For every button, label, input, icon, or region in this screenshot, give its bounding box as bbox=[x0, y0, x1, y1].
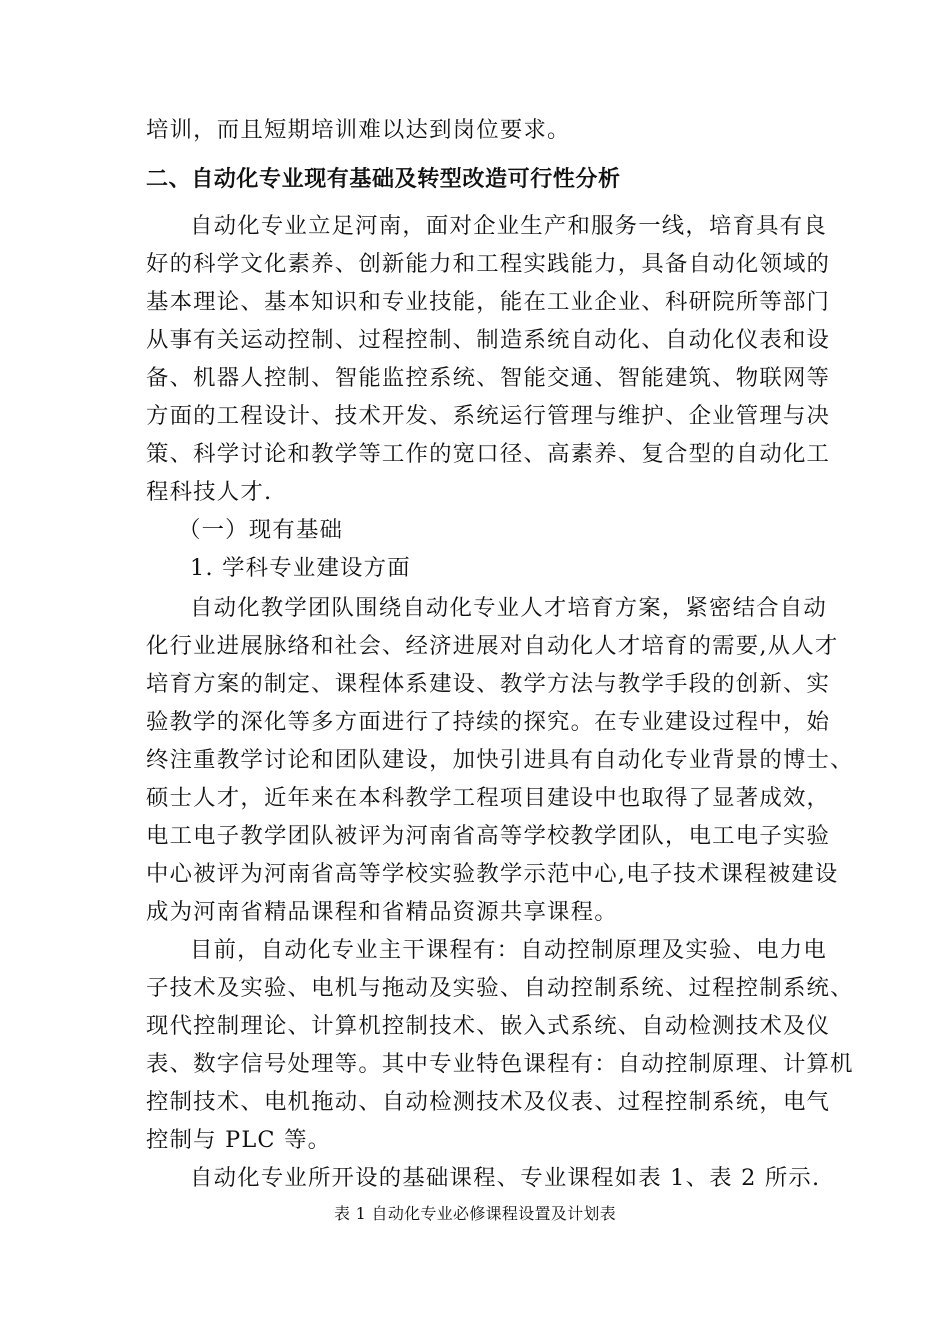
paragraph-line: 基本理论、基本知识和专业技能，能在工业企业、科研院所等部门 bbox=[146, 289, 831, 315]
paragraph-line: 自动化专业立足河南，面对企业生产和服务一线，培育具有良 bbox=[190, 213, 827, 239]
paragraph-line: 成为河南省精品课程和省精品资源共享课程。 bbox=[146, 899, 618, 925]
paragraph-line: 策、科学讨论和教学等工作的宽口径、高素养、复合型的自动化工 bbox=[146, 441, 831, 467]
paragraph-line: 好的科学文化素养、创新能力和工程实践能力，具备自动化领域的 bbox=[146, 251, 831, 277]
subsection-heading: （一）现有基础 bbox=[178, 517, 344, 543]
paragraph-line: 控制与 PLC 等。 bbox=[146, 1127, 332, 1153]
paragraph-line: 现代控制理论、计算机控制技术、嵌入式系统、自动检测技术及仪 bbox=[146, 1013, 831, 1039]
paragraph-line: 从事有关运动控制、过程控制、制造系统自动化、自动化仪表和设 bbox=[146, 327, 831, 353]
paragraph-line: 化行业进展脉络和社会、经济进展对自动化人才培育的需要,从人才 bbox=[146, 633, 839, 659]
paragraph-line: 表、数字信号处理等。其中专业特色课程有：自动控制原理、计算机 bbox=[146, 1051, 854, 1077]
paragraph-line: 子技术及实验、电机与拖动及实验、自动控制系统、过程控制系统、 bbox=[146, 975, 854, 1001]
paragraph-line: 自动化教学团队围绕自动化专业人才培育方案，紧密结合自动 bbox=[190, 595, 827, 621]
paragraph-line: 培训，而且短期培训难以达到岗位要求。 bbox=[146, 117, 571, 143]
paragraph-line: 终注重教学讨论和团队建设，加快引进具有自动化专业背景的博士、 bbox=[146, 747, 854, 773]
paragraph-line: 方面的工程设计、技术开发、系统运行管理与维护、企业管理与决 bbox=[146, 403, 831, 429]
paragraph-line: 电工电子教学团队被评为河南省高等学校教学团队，电工电子实验 bbox=[146, 823, 831, 849]
paragraph-line: 程科技人才. bbox=[146, 479, 273, 505]
paragraph-line: 目前，自动化专业主干课程有：自动控制原理及实验、电力电 bbox=[190, 937, 827, 963]
paragraph-line: 中心被评为河南省高等学校实验教学示范中心,电子技术课程被建设 bbox=[146, 861, 839, 887]
paragraph-line: 硕士人才，近年来在本科教学工程项目建设中也取得了显著成效， bbox=[146, 785, 831, 811]
paragraph-line: 控制技术、电机拖动、自动检测技术及仪表、过程控制系统，电气 bbox=[146, 1089, 831, 1115]
table-caption: 表 1 自动化专业必修课程设置及计划表 bbox=[333, 1204, 617, 1223]
paragraph-line: 验教学的深化等多方面进行了持续的探究。在专业建设过程中，始 bbox=[146, 709, 831, 735]
paragraph-line: 培育方案的制定、课程体系建设、教学方法与教学手段的创新、实 bbox=[146, 671, 831, 697]
paragraph-line: 自动化专业所开设的基础课程、专业课程如表 1、表 2 所示. bbox=[190, 1165, 821, 1191]
paragraph-line: 备、机器人控制、智能监控系统、智能交通、智能建筑、物联网等 bbox=[146, 365, 831, 391]
section-heading: 二、自动化专业现有基础及转型改造可行性分析 bbox=[146, 167, 621, 192]
subsection-heading: 1. 学科专业建设方面 bbox=[190, 555, 411, 581]
